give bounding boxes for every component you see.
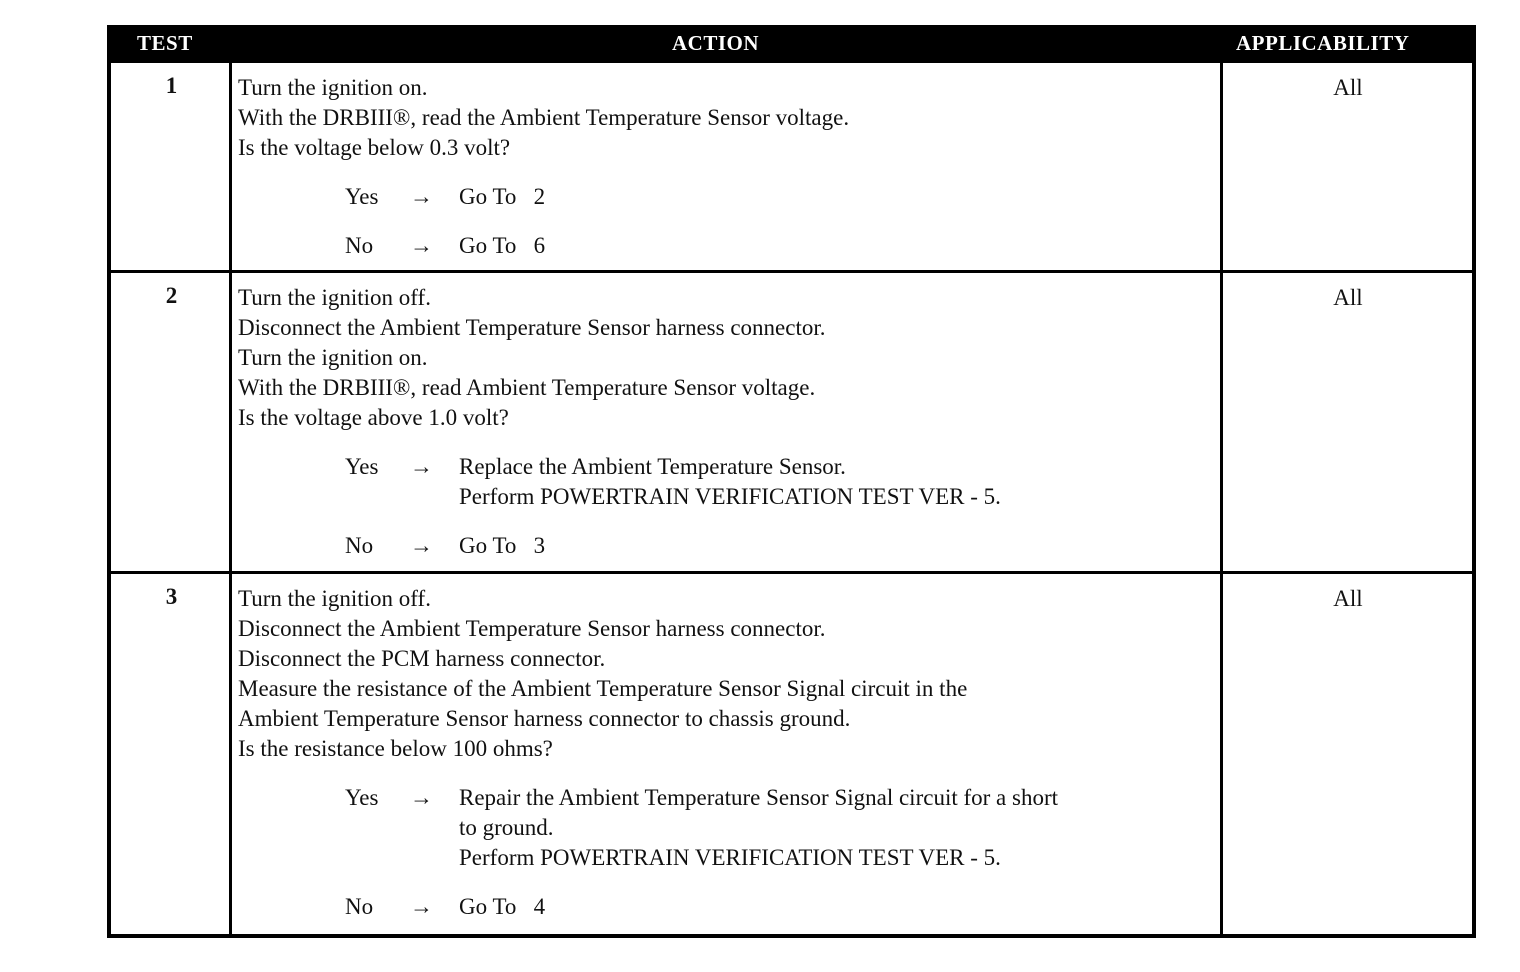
test-number: 1 bbox=[165, 73, 178, 98]
arrow-right-icon: → bbox=[410, 233, 433, 258]
applicability: All bbox=[1333, 586, 1363, 611]
option-no bbox=[238, 892, 1216, 922]
action-step: Ambient Temperature Sensor harness connector to chassis ground. bbox=[238, 706, 851, 731]
header-applicability: APPLICABILITY bbox=[1236, 31, 1410, 55]
action-cell bbox=[238, 283, 1216, 561]
action-step: Turn the ignition on. bbox=[238, 75, 428, 100]
action-step: Turn the ignition on. bbox=[238, 345, 428, 370]
action-step: Is the voltage below 0.3 volt? bbox=[238, 135, 511, 160]
table-row bbox=[111, 571, 1472, 935]
action-step: Is the voltage above 1.0 volt? bbox=[238, 405, 509, 430]
table-row bbox=[111, 270, 1472, 573]
option-label: Yes bbox=[345, 184, 379, 209]
test-number: 2 bbox=[165, 283, 178, 308]
table-row bbox=[111, 60, 1472, 272]
option-result: Repair the Ambient Temperature Sensor Signal circuit for a short bbox=[459, 785, 1058, 810]
option-result: Go To 2 bbox=[459, 184, 546, 209]
option-label: Yes bbox=[345, 454, 379, 479]
option-no bbox=[238, 531, 1216, 561]
option-result: Go To 4 bbox=[459, 894, 546, 919]
arrow-right-icon: → bbox=[410, 184, 433, 209]
option-result: Perform POWERTRAIN VERIFICATION TEST VER - 5. bbox=[459, 484, 1001, 509]
option-label: No bbox=[345, 233, 374, 258]
option-label: No bbox=[345, 533, 374, 558]
arrow-right-icon: → bbox=[410, 785, 433, 810]
applicability: All bbox=[1333, 75, 1363, 100]
option-label: No bbox=[345, 894, 374, 919]
table-header bbox=[107, 25, 1476, 63]
header-action: ACTION bbox=[672, 31, 760, 55]
option-yes bbox=[238, 783, 1216, 873]
action-cell bbox=[238, 73, 1216, 261]
option-yes bbox=[238, 452, 1216, 512]
option-yes bbox=[238, 182, 1216, 212]
arrow-right-icon: → bbox=[410, 894, 433, 919]
action-step: Measure the resistance of the Ambient Temperature Sensor Signal circuit in the bbox=[238, 676, 968, 701]
action-step: Is the resistance below 100 ohms? bbox=[238, 736, 553, 761]
action-step: Disconnect the Ambient Temperature Sensor harness connector. bbox=[238, 616, 826, 641]
action-step: With the DRBIII®, read the Ambient Temperature Sensor voltage. bbox=[238, 105, 850, 130]
option-result: Go To 6 bbox=[459, 233, 546, 258]
diagnostic-test-table bbox=[107, 25, 1476, 938]
option-result: Go To 3 bbox=[459, 533, 546, 558]
action-step: Turn the ignition off. bbox=[238, 586, 431, 611]
arrow-right-icon: → bbox=[410, 454, 433, 479]
applicability: All bbox=[1333, 285, 1363, 310]
action-cell bbox=[238, 584, 1216, 922]
action-step: With the DRBIII®, read Ambient Temperature Sensor voltage. bbox=[238, 375, 816, 400]
action-step: Disconnect the PCM harness connector. bbox=[238, 646, 606, 671]
option-label: Yes bbox=[345, 785, 379, 810]
test-number: 3 bbox=[165, 584, 178, 609]
arrow-right-icon: → bbox=[410, 533, 433, 558]
action-step: Turn the ignition off. bbox=[238, 285, 431, 310]
option-result: to ground. bbox=[459, 815, 554, 840]
option-result: Replace the Ambient Temperature Sensor. bbox=[459, 454, 846, 479]
action-step: Disconnect the Ambient Temperature Sensor harness connector. bbox=[238, 315, 826, 340]
header-test: TEST bbox=[137, 31, 193, 55]
option-result: Perform POWERTRAIN VERIFICATION TEST VER - 5. bbox=[459, 845, 1001, 870]
option-no bbox=[238, 231, 1216, 261]
